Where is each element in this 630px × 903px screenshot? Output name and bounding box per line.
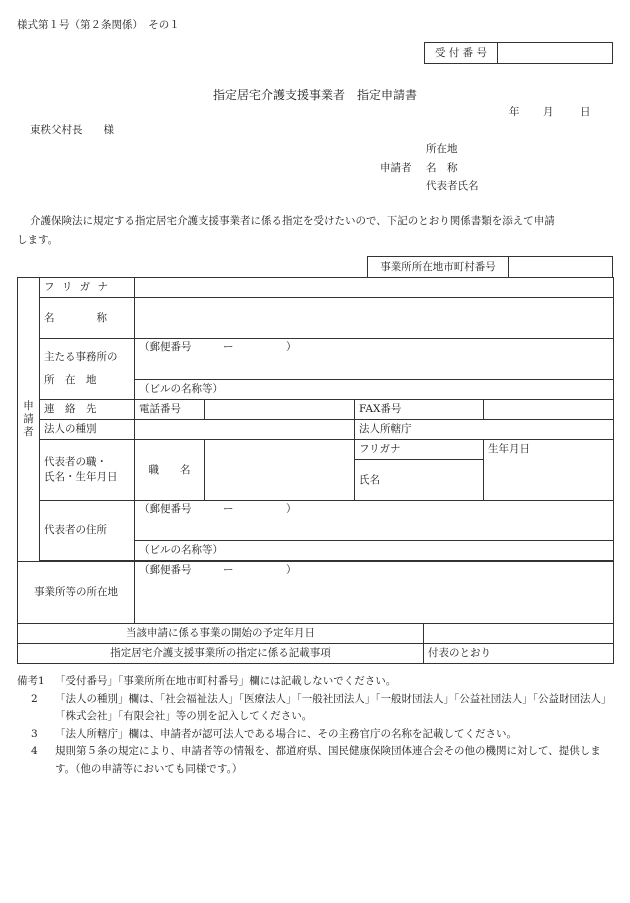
fax-field[interactable] — [484, 400, 614, 420]
position-label: 職 名 — [135, 440, 205, 501]
site-address-label: 事業所等の所在地 — [18, 562, 135, 624]
addressee: 東秩父村長 様 — [30, 124, 114, 136]
applicant-label: 申請者 — [380, 162, 412, 174]
rep-address-label: 代表者の住所 — [40, 501, 135, 561]
reception-number-label: 受 付 番 号 — [425, 43, 498, 63]
furigana-label: フ リ ガ ナ — [40, 278, 135, 298]
municipality-number-box — [367, 256, 613, 278]
applicant-representative-label: 代表者氏名 — [426, 180, 479, 192]
date-month: 月 — [543, 106, 554, 118]
phone-field[interactable] — [205, 400, 355, 420]
start-date-label: 当該申請に係る事業の開始の予定年月日 — [18, 624, 424, 644]
authority-label: 法人所轄庁 — [359, 423, 412, 435]
form-number: 様式第１号（第２条関係） その１ — [17, 19, 180, 31]
name-field[interactable] — [135, 298, 614, 339]
municipality-number-field[interactable] — [508, 257, 612, 277]
contact-label: 連 絡 先 — [40, 400, 135, 420]
date-day: 日 — [580, 106, 591, 118]
municipality-number-label: 事業所所在地市町村番号 — [368, 257, 509, 277]
applicant-section-label: 申 請 者 — [18, 278, 40, 562]
note-item: 2 「法人の種別」欄は、「社会福祉法人」「医療法人」「一般社団法人」「一般財団法人」「公益社団法人」「公益財団法人」「株式会社」「有限会社」等の別を記入してください。 — [31, 692, 612, 722]
designation-label: 指定居宅介護支援事業所の指定に係る記載事項 — [18, 644, 424, 664]
date-year: 年 — [509, 106, 520, 118]
office-address-label: 主たる事務所の 所 在 地 — [40, 339, 135, 400]
office-postal-field[interactable]: （郵便番号 ー ） — [135, 339, 614, 380]
note-item: 4 規則第５条の規定により、申請者等の情報を、都道府県、国民健康保険団体連合会その他の機関に対して、提供します。（他の申請等においても同様です。） — [31, 745, 601, 775]
reception-number-box — [424, 42, 613, 64]
applicant-address-label: 所在地 — [426, 143, 458, 155]
reception-number-field[interactable] — [497, 43, 612, 63]
note-item: 備考1 「受付番号」「事業所所在地市町村番号」欄には記載しないでください。 — [17, 675, 397, 687]
rep-furigana-field[interactable]: フリガナ — [355, 440, 484, 460]
position-field[interactable] — [205, 440, 355, 501]
application-form-table — [17, 277, 614, 664]
intro-text-line2: します。 — [17, 234, 59, 246]
representative-label: 代表者の職・ 氏名・生年月日 — [40, 440, 135, 501]
office-building-field[interactable]: （ビルの名称等） — [135, 380, 614, 400]
applicant-name-label: 名 称 — [426, 162, 458, 174]
rep-building-field[interactable]: （ビルの名称等） — [135, 541, 614, 561]
notes — [17, 673, 617, 778]
note-item: 3 「法人所轄庁」欄は、申請者が認可法人である場合に、その主務官庁の名称を記載してください。 — [31, 727, 517, 740]
birth-date-field[interactable]: 生年月日 — [484, 440, 614, 501]
start-date-field[interactable] — [424, 624, 614, 644]
page-title: 指定居宅介護支援事業者 指定申請書 — [212, 88, 417, 102]
corp-type-field[interactable] — [135, 420, 355, 440]
phone-label: 電話番号 — [135, 400, 205, 420]
site-postal-field[interactable]: （郵便番号 ー ） — [135, 562, 614, 624]
furigana-field[interactable] — [135, 278, 614, 298]
rep-name-field[interactable]: 氏名 — [355, 460, 484, 501]
fax-label: FAX番号 — [355, 400, 484, 420]
authority-cell — [355, 420, 614, 440]
corp-type-label: 法人の種別 — [40, 420, 135, 440]
designation-value: 付表のとおり — [424, 644, 614, 664]
name-label: 名 称 — [40, 298, 135, 339]
rep-postal-field[interactable]: （郵便番号 ー ） — [135, 501, 614, 541]
intro-text-line1: 介護保険法に規定する指定居宅介護支援事業者に係る指定を受けたいので、下記のとおり関係書類を添えて申請 — [30, 215, 555, 227]
